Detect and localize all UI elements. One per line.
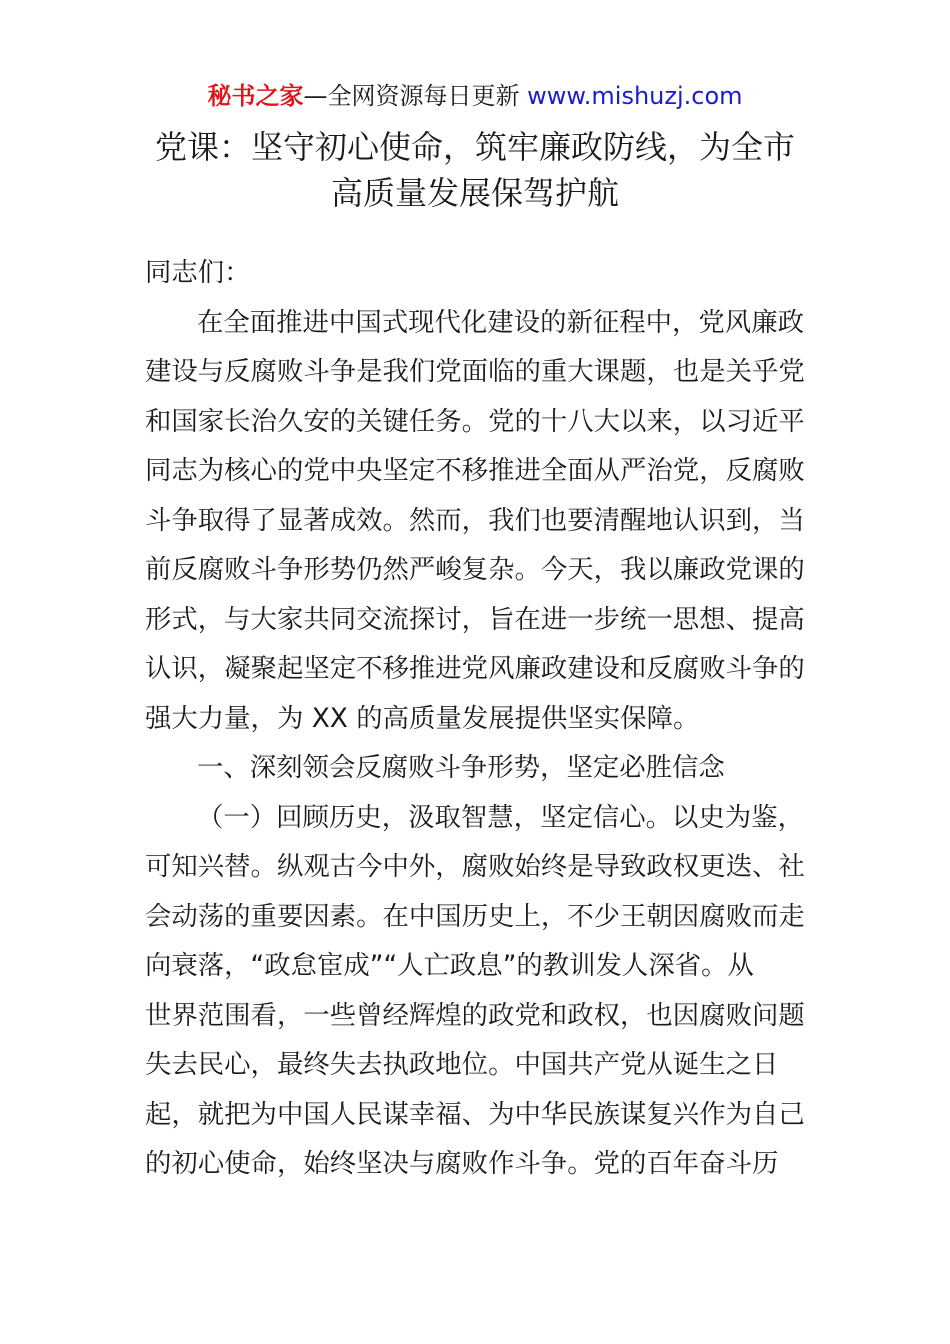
section-heading: 一、深刻领会反腐败斗争形势，坚定必胜信念 <box>197 752 725 783</box>
title-line-2: 高质量发展保驾护航 <box>330 174 619 212</box>
site-header <box>0 80 950 112</box>
body-line: 前反腐败斗争形势仍然严峻复杂。今天，我以廉政党课的 <box>145 554 805 585</box>
body-line: 和国家长治久安的关键任务。党的十八大以来，以习近平 <box>145 405 805 437</box>
body-line: 斗争取得了显著成效。然而，我们也要清醒地认识到，当 <box>145 504 805 536</box>
body-line: 在全面推进中国式现代化建设的新征程中，党风廉政 <box>197 306 804 338</box>
site-brand: 秘书之家 <box>207 82 304 110</box>
body-line: 的初心使命，始终坚决与腐败作斗争。党的百年奋斗历 <box>145 1148 779 1179</box>
body-line: 可知兴替。纵观古今中外，腐败始终是导致政权更迭、社 <box>145 851 805 882</box>
body-line: 认识，凝聚起坚定不移推进党风廉政建设和反腐败斗争的 <box>145 653 805 684</box>
site-url-link[interactable]: www.mishuzj.com <box>527 82 743 110</box>
document-title <box>145 124 805 216</box>
body-line: 强大力量，为 XX 的高质量发展提供坚实保障。 <box>145 702 700 734</box>
body-line: 形式，与大家共同交流探讨，旨在进一步统一思想、提高 <box>145 603 805 635</box>
body-line: 会动荡的重要因素。在中国历史上，不少王朝因腐败而走 <box>145 900 805 932</box>
document-body <box>145 248 805 1189</box>
title-line-1: 党课：坚守初心使命，筑牢廉政防线，为全市 <box>154 128 795 166</box>
body-line: 向衰落，“政怠宦成”“人亡政息”的教训发人深省。从 <box>145 950 754 981</box>
body-line: 失去民心，最终失去执政地位。中国共产党从诞生之日 <box>145 1049 779 1080</box>
body-line: （一）回顾历史，汲取智慧，坚定信心。以史为鉴， <box>197 801 804 833</box>
body-line: 同志为核心的党中央坚定不移推进全面从严治党，反腐败 <box>145 455 805 486</box>
site-tagline: —全网资源每日更新 <box>303 82 528 110</box>
body-line: 起，就把为中国人民谋幸福、为中华民族谋复兴作为自己 <box>145 1098 805 1130</box>
body-line: 建设与反腐败斗争是我们党面临的重大课题，也是关乎党 <box>145 356 805 387</box>
salutation: 同志们： <box>145 257 251 288</box>
body-line: 世界范围看，一些曾经辉煌的政党和政权，也因腐败问题 <box>145 999 805 1031</box>
